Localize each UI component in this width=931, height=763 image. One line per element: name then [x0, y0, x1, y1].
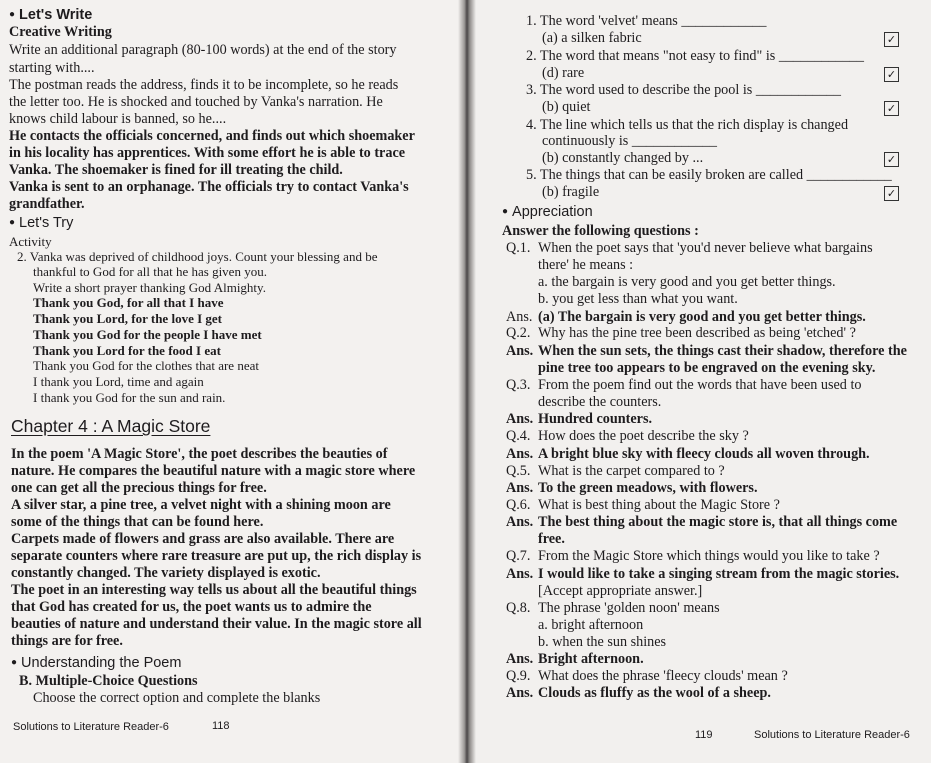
mcq-instruction: Choose the correct option and complete the blanks [33, 690, 321, 706]
summary-line: some of the things that can be found here. [11, 514, 264, 530]
summary-line: The poet in an interesting way tells us about all the beautiful things [11, 582, 417, 598]
answer-label: Ans. [506, 446, 534, 462]
question-text: What does the phrase 'fleecy clouds' mean ? [538, 668, 788, 684]
answer-label: Ans. [506, 480, 534, 496]
answer-text: I would like to take a singing stream from the magic stories. [538, 566, 900, 582]
question-label: Q.5. [506, 463, 531, 479]
question-label: Q.7. [506, 548, 531, 564]
answer-text: pine tree too appears to be engraved on the evening sky. [538, 360, 876, 376]
prayer-line: Thank you Lord, for the love I get [33, 311, 222, 326]
summary-line: things are for free. [11, 633, 123, 649]
answer-line: He contacts the officials concerned, and finds out which shoemaker [9, 128, 415, 144]
right-page [470, 0, 931, 763]
checkmark-icon: ✓ [884, 32, 899, 47]
answer-text: When the sun sets, the things cast their shadow, therefore the [538, 343, 907, 359]
question-option: a. the bargain is very good and you get better things. [538, 274, 836, 290]
answer-label: Ans. [506, 514, 534, 530]
prayer-line: I thank you Lord, time and again [33, 374, 204, 389]
answer-label: Ans. [506, 343, 534, 359]
activity-line: thankful to God for all that he has given you. [33, 264, 267, 279]
question-text: The phrase 'golden noon' means [538, 600, 720, 616]
chapter-title: Chapter 4 : A Magic Store [11, 416, 211, 436]
answer-line: Vanka is sent to an orphanage. The officials try to contact Vanka's [9, 179, 409, 195]
question-text: What is best thing about the Magic Store ? [538, 497, 780, 513]
answer-text: The best thing about the magic store is, that all things come [538, 514, 898, 530]
checkmark-icon: ✓ [884, 152, 899, 167]
answer-line: grandfather. [9, 196, 85, 212]
answer-label: Ans. [506, 651, 534, 667]
question-text: describe the counters. [538, 394, 662, 410]
prayer-line: Thank you God for the clothes that are neat [33, 358, 259, 373]
prompt-line: the letter too. He is shocked and touched by Vanka's narration. He [9, 94, 383, 110]
question-option: b. when the sun shines [538, 634, 667, 650]
mcq-question: 5. The things that can be easily broken are called ____________ [526, 167, 892, 183]
prompt-line: starting with.... [9, 60, 95, 76]
prayer-line: Thank you Lord for the food I eat [33, 343, 221, 358]
appreciation-heading: ● Appreciation [502, 204, 593, 220]
footer-book-title: Solutions to Literature Reader-6 [754, 729, 910, 741]
question-label: Q.6. [506, 497, 531, 513]
question-text: Why has the pine tree been described as being 'etched' ? [538, 325, 856, 341]
mcq-answer: (b) constantly changed by ... [542, 150, 704, 166]
answer-heading: Answer the following questions : [502, 223, 699, 239]
prayer-line: I thank you God for the sun and rain. [33, 390, 226, 405]
answer-label: Ans. [506, 309, 533, 325]
answer-line: Vanka. The shoemaker is fined for ill treating the child. [9, 162, 343, 178]
answer-text: free. [538, 531, 565, 547]
summary-line: that God has created for us, the poet wants us to admire the [11, 599, 372, 615]
lets-write-heading: ● Let's Write [9, 7, 92, 23]
answer-text: Hundred counters. [538, 411, 653, 427]
prompt-line: Write an additional paragraph (80-100 words) at the end of the story [9, 42, 397, 58]
prayer-line: Thank you God, for all that I have [33, 295, 224, 310]
page-number: 119 [695, 729, 713, 741]
question-text: What is the carpet compared to ? [538, 463, 725, 479]
prompt-line: The postman reads the address, finds it to be incomplete, so he reads [9, 77, 399, 93]
summary-line: Carpets made of flowers and grass are also available. There are [11, 531, 395, 547]
answer-text: [Accept appropriate answer.] [538, 583, 703, 599]
activity-line: Write a short prayer thanking God Almighty. [33, 280, 266, 295]
book-gutter [458, 0, 476, 763]
left-page [0, 0, 462, 763]
question-text: From the Magic Store which things would you like to take ? [538, 548, 880, 564]
mcq-question: 3. The word used to describe the pool is ____________ [526, 82, 841, 98]
answer-label: Ans. [506, 685, 534, 701]
understanding-heading: ● Understanding the Poem [11, 655, 181, 671]
question-text: How does the poet describe the sky ? [538, 428, 749, 444]
question-text: From the poem find out the words that have been used to [538, 377, 862, 393]
lets-try-heading: ● Let's Try [9, 215, 73, 231]
question-text: When the poet says that 'you'd never believe what bargains [538, 240, 873, 256]
activity-heading: Activity [9, 234, 52, 249]
answer-text: (a) The bargain is very good and you get better things. [538, 309, 866, 325]
checkmark-icon: ✓ [884, 67, 899, 82]
summary-line: separate counters where rare treasure are put up, the rich display is [11, 548, 422, 564]
summary-line: constantly changed. The variety displayed is exotic. [11, 565, 321, 581]
summary-line: one can get all the precious things for free. [11, 480, 267, 496]
checkmark-icon: ✓ [884, 101, 899, 116]
answer-text: Bright afternoon. [538, 651, 644, 667]
mcq-question-cont: continuously is ____________ [542, 133, 717, 149]
question-option: a. bright afternoon [538, 617, 644, 633]
answer-label: Ans. [506, 411, 534, 427]
answer-text: To the green meadows, with flowers. [538, 480, 758, 496]
question-option: b. you get less than what you want. [538, 291, 738, 307]
mcq-answer: (d) rare [542, 65, 585, 81]
mcq-question: 2. The word that means "not easy to find" is ____________ [526, 48, 864, 64]
summary-line: In the poem 'A Magic Store', the poet describes the beauties of [11, 446, 388, 462]
question-label: Q.3. [506, 377, 531, 393]
question-label: Q.8. [506, 600, 531, 616]
activity-line: 2. Vanka was deprived of childhood joys. Count your blessing and be [17, 249, 378, 264]
question-label: Q.2. [506, 325, 531, 341]
creative-writing-heading: Creative Writing [9, 24, 112, 40]
answer-label: Ans. [506, 566, 534, 582]
question-label: Q.4. [506, 428, 531, 444]
question-text: there' he means : [538, 257, 634, 273]
mcq-question: 4. The line which tells us that the rich display is changed [526, 117, 849, 133]
question-label: Q.9. [506, 668, 531, 684]
answer-text: A bright blue sky with fleecy clouds all woven through. [538, 446, 870, 462]
summary-line: beauties of nature and understand their value. In the magic store all [11, 616, 422, 632]
mcq-answer: (a) a silken fabric [542, 30, 642, 46]
summary-line: nature. He compares the beautiful nature with a magic store where [11, 463, 416, 479]
mcq-answer: (b) fragile [542, 184, 600, 200]
mcq-heading: B. Multiple-Choice Questions [19, 673, 198, 689]
prayer-line: Thank you God for the people I have met [33, 327, 262, 342]
question-label: Q.1. [506, 240, 531, 256]
checkmark-icon: ✓ [884, 186, 899, 201]
answer-text: Clouds as fluffy as the wool of a sheep. [538, 685, 771, 701]
mcq-question: 1. The word 'velvet' means ____________ [526, 13, 767, 29]
footer-book-title: Solutions to Literature Reader-6 [13, 721, 169, 733]
mcq-answer: (b) quiet [542, 99, 591, 115]
page-number: 118 [212, 720, 230, 732]
summary-line: A silver star, a pine tree, a velvet night with a shining moon are [11, 497, 391, 513]
prompt-line: knows child labour is banned, so he.... [9, 111, 227, 127]
answer-line: in his locality has apprentices. With some effort he is able to trace [9, 145, 406, 161]
